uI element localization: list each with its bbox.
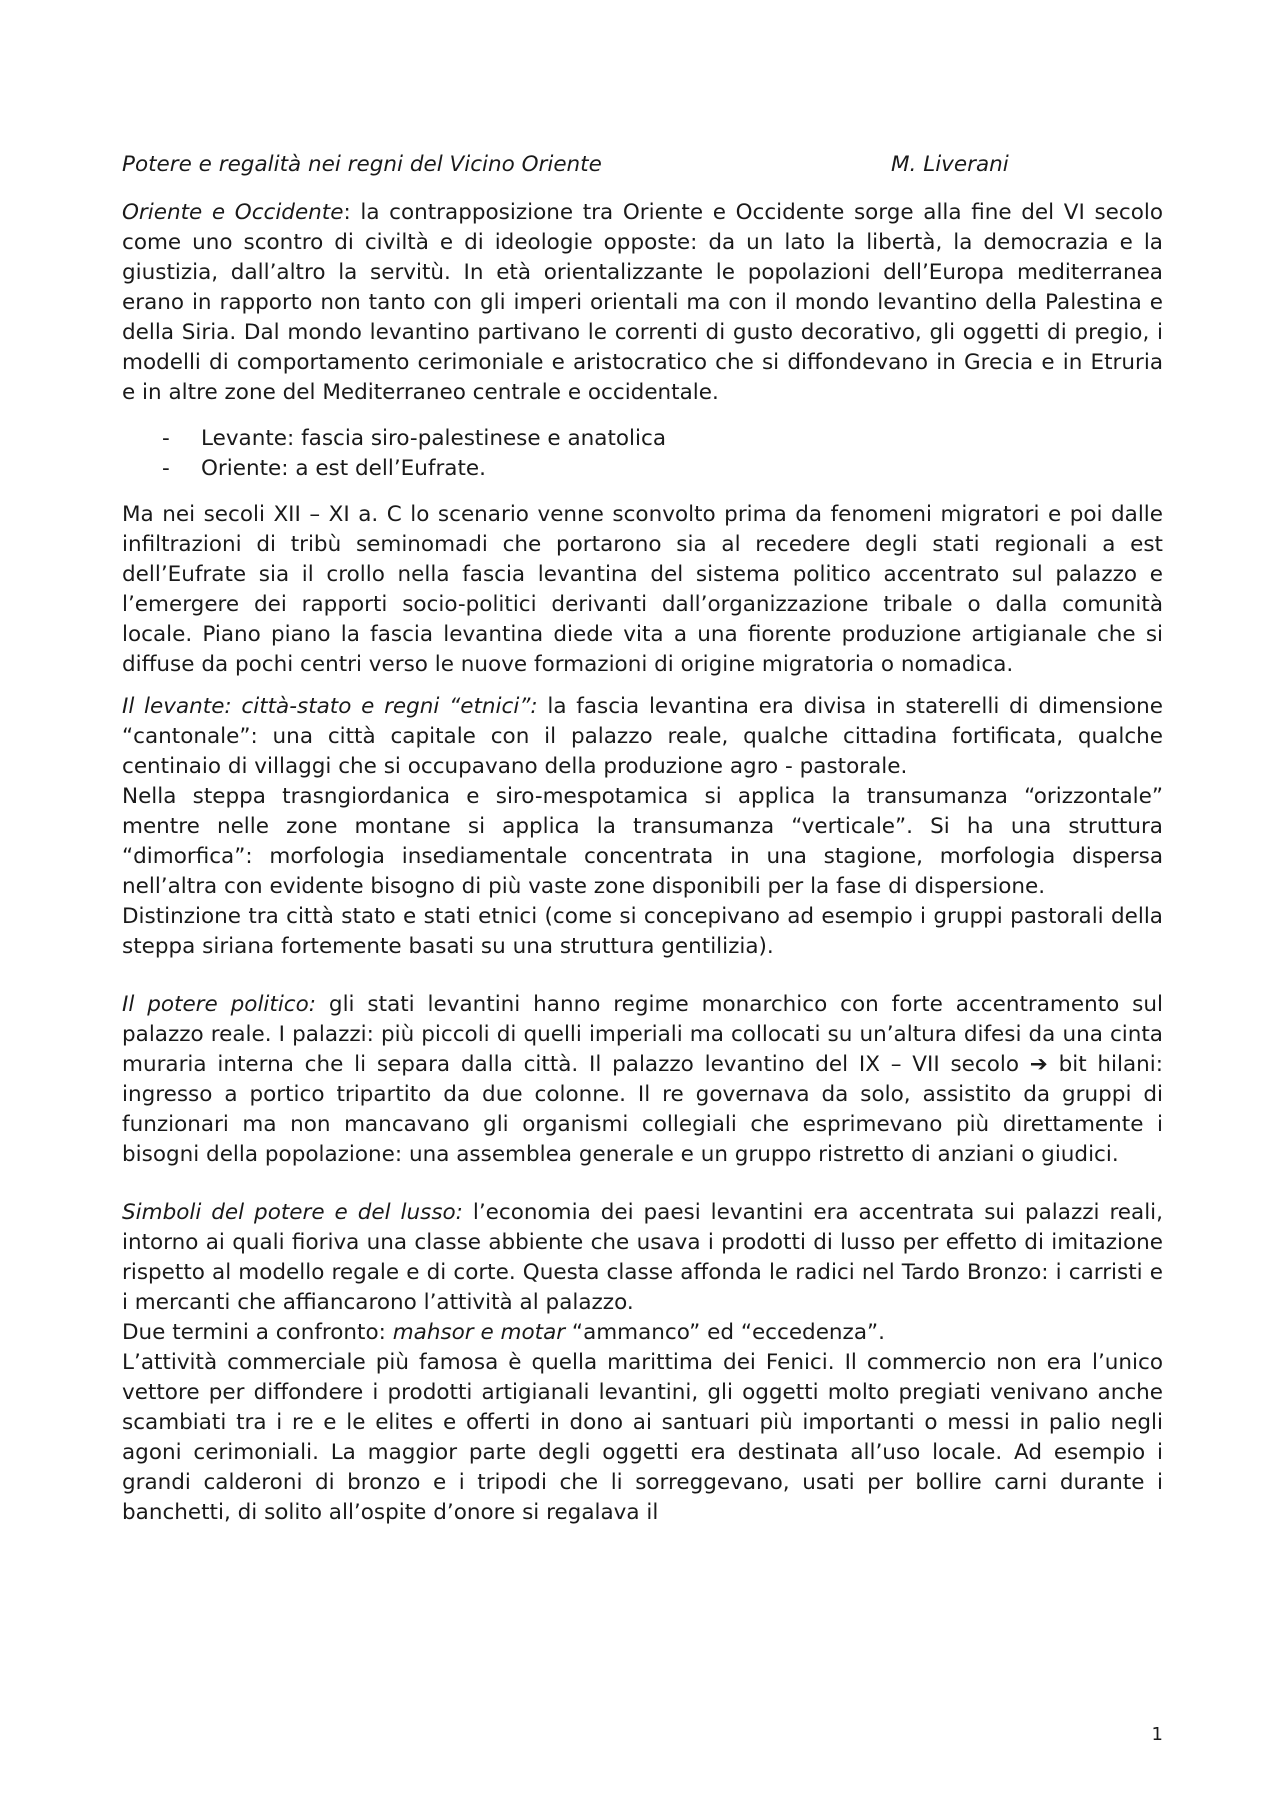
page-header bbox=[122, 150, 1163, 180]
paragraph-potere bbox=[122, 990, 1163, 1170]
paragraph-commercio: L’attività commerciale più famosa è quella marittima dei Fenici. Il commercio non era l’unico vettore per diffondere i prodotti artigianali levantini, gli oggetti molto pregiati venivano anche scambiati tra i re e le elites e offerti in dono ai santuari più importanti o messi in palio negli agoni cerimoniali. La maggior parte degli oggetti era destinata all’uso locale. Ad esempio i grandi calderoni di bronzo e i tripodi che li sorreggevano, usati per bollire carni durante i banchetti, di solito all’ospite d’onore si regalava il bbox=[122, 1350, 1163, 1525]
list-item bbox=[122, 424, 1163, 454]
dash-bullet: - bbox=[162, 426, 170, 451]
list-item bbox=[122, 454, 1163, 484]
paragraph-oriente bbox=[122, 198, 1163, 408]
paragraph-levante bbox=[122, 692, 1163, 782]
paragraph-oriente-text: : la contrapposizione tra Oriente e Occidente sorge alla fine del VI secolo come uno scontro di civiltà e di ideologie opposte: da un lato la libertà, la democrazia e la giustizia, dall’altro la servitù. In età orientalizzante le popolazioni dell’Europa mediterranea erano in rapporto non tanto con gli imperi orientali ma con il mondo levantino della Palestina e della Siria. Dal mondo levantino partivano le correnti di gusto decorativo, gli oggetti di pregio, i modelli di comportamento cerimoniale e aristocratico che si diffondevano in Grecia e in Etruria e in altre zone del Mediterraneo centrale e occidentale. bbox=[122, 200, 1163, 405]
section-heading-levante: Il levante: città-stato e regni “etnici”: bbox=[122, 694, 538, 719]
arrow-icon: ➔ bbox=[1029, 1052, 1048, 1077]
page-number: 1 bbox=[1151, 1724, 1163, 1745]
paragraph-distinzione: Distinzione tra città stato e stati etnici (come si concepivano ad esempio i gruppi pastorali della steppa siriana fortemente basati su una struttura gentilizia). bbox=[122, 904, 1163, 959]
list-item-text: Oriente: a est dell’Eufrate. bbox=[201, 456, 486, 481]
paragraph-potere-text1: gli stati levantini hanno regime monarchico con forte accentramento sul palazzo reale. I palazzi: più piccoli di quelli imperiali ma collocati su un’altura difesi da una cinta muraria interna che li separa dalla città. Il palazzo levantino del IX – VII secolo bbox=[122, 992, 1163, 1077]
document-page bbox=[122, 0, 1163, 1811]
document-body bbox=[122, 198, 1163, 1528]
termini-suffix: “ammanco” ed “eccedenza”. bbox=[565, 1320, 885, 1345]
paragraph-levante-text: la fascia levantina era divisa in staterelli di dimensione “cantonale”: una città capitale con il palazzo reale, qualche cittadina fortificata, qualche centinaio di villaggi che si occupavano della produzione agro - pastorale. bbox=[122, 694, 1163, 779]
paragraph-steppa: Nella steppa trasngiordanica e siro-mespotamica si applica la transumanza “orizzontale” mentre nelle zone montane si applica la transumanza “verticale”. Si ha una struttura “dimorfica”: morfologia insediamentale concentrata in una stagione, morfologia dispersa nell’altra con evidente bisogno di più vaste zone disponibili per la fase di dispersione. bbox=[122, 784, 1163, 899]
termini-prefix: Due termini a confronto: bbox=[122, 1320, 393, 1345]
document-title: Potere e regalità nei regni del Vicino Oriente bbox=[122, 152, 602, 177]
paragraph-termini bbox=[122, 1318, 1163, 1348]
document-author: M. Liverani bbox=[891, 152, 1009, 177]
section-heading-oriente: Oriente e Occidente bbox=[122, 200, 344, 225]
section-heading-simboli: Simboli del potere e del lusso: bbox=[122, 1200, 463, 1225]
termini-italic: mahsor e motar bbox=[392, 1320, 566, 1345]
paragraph-secoli: Ma nei secoli XII – XI a. C lo scenario venne sconvolto prima da fenomeni migratori e poi dalle infiltrazioni di tribù seminomadi che portarono sia al recedere degli stati regionali a est dell’Eufrate sia il crollo nella fascia levantina del sistema politico accentrato sul palazzo e l’emergere dei rapporti socio-politici derivanti dall’organizzazione tribale o dalla comunità locale. Piano piano la fascia levantina diede vita a una fiorente produzione artigianale che si diffuse da pochi centri verso le nuove formazioni di origine migratoria o nomadica. bbox=[122, 502, 1163, 677]
section-heading-potere: Il potere politico: bbox=[122, 992, 317, 1017]
paragraph-simboli-text: l’economia dei paesi levantini era accentrata sui palazzi reali, intorno ai quali fioriva una classe abbiente che usava i prodotti di lusso per effetto di imitazione rispetto al modello regale e di corte. Questa classe affonda le radici nel Tardo Bronzo: i carristi e i mercanti che affiancarono l’attività al palazzo. bbox=[122, 1200, 1163, 1315]
definition-list bbox=[122, 424, 1163, 484]
dash-bullet: - bbox=[162, 456, 170, 481]
paragraph-potere-text2: bit hilani: ingresso a portico tripartito da due colonne. Il re governava da solo, assistito da gruppi di funzionari ma non mancavano gli organismi collegiali che esprimevano più direttamente i bisogni della popolazione: una assemblea generale e un gruppo ristretto di anziani o giudici. bbox=[122, 1052, 1163, 1167]
list-item-text: Levante: fascia siro-palestinese e anatolica bbox=[201, 426, 667, 451]
paragraph-simboli bbox=[122, 1198, 1163, 1318]
